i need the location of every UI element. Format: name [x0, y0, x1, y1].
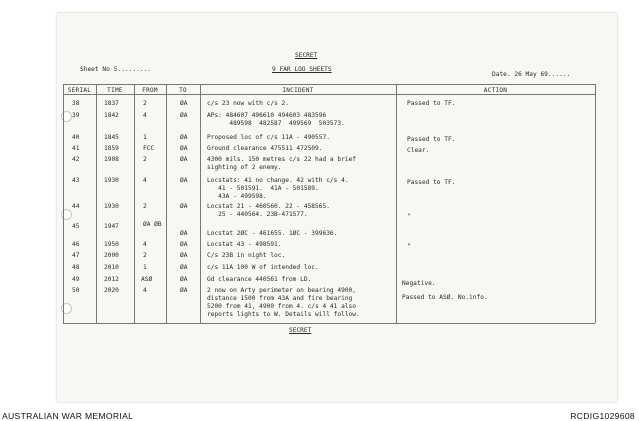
from-cell: 4	[143, 287, 147, 294]
incident-line: C/s 23B in night loc.	[207, 252, 286, 259]
date-value: 26 May 69	[514, 71, 548, 78]
to-cell: ØA	[180, 145, 188, 152]
time-cell: 1950	[104, 241, 119, 248]
from-cell: 2	[143, 252, 147, 259]
from-cell: ØA ØB	[143, 221, 162, 228]
date-label: Date	[492, 71, 507, 78]
serial-cell: 38	[72, 100, 80, 107]
col-divider	[396, 84, 397, 323]
incident-line: Gd clearance 440561 from LD.	[207, 276, 312, 283]
time-cell: 1947	[104, 223, 119, 230]
from-cell: 4	[143, 177, 147, 184]
col-divider	[595, 84, 596, 323]
sheet-number-value: 5	[113, 66, 118, 73]
from-cell: 4	[143, 241, 147, 248]
from-cell: 2	[143, 156, 147, 163]
header-action: ACTION	[483, 87, 508, 94]
incident-line: reports lights to W. Details will follow.	[207, 311, 360, 318]
incident-line: 41 - 501591. 41A - 501589.	[207, 185, 319, 192]
to-cell: ØA	[180, 276, 188, 283]
log-title: 9 FAR LOO SHEETS	[272, 66, 332, 73]
serial-cell: 50	[72, 287, 80, 294]
incident-line: Ground clearance 475511 472509.	[207, 145, 323, 152]
from-cell: 1	[143, 134, 147, 141]
header-time: TIME	[107, 87, 123, 94]
from-cell: FCC	[143, 145, 155, 152]
serial-cell: 45	[72, 223, 80, 230]
time-cell: 2012	[104, 276, 119, 283]
col-divider	[134, 84, 135, 323]
serial-cell: 49	[72, 276, 80, 283]
incident-line: 25 - 440564. 23B-471577.	[207, 211, 308, 218]
incident-line: sighting of 2 enemy.	[207, 164, 282, 171]
archive-credit: AUSTRALIAN WAR MEMORIAL	[2, 411, 134, 421]
time-cell: 1859	[104, 145, 119, 152]
col-divider	[200, 84, 201, 323]
serial-cell: 44	[72, 203, 80, 210]
incident-line: 43A - 499598.	[207, 193, 267, 200]
incident-line: APs: 484607 496610 494603 483596	[207, 112, 327, 119]
from-cell: ASØ	[141, 276, 153, 283]
serial-cell: 42	[72, 156, 80, 163]
table-header-border	[63, 94, 595, 95]
time-cell: 1930	[104, 203, 119, 210]
to-cell: ØA	[180, 100, 188, 107]
time-cell: 1845	[104, 134, 119, 141]
serial-cell: 43	[72, 177, 80, 184]
time-cell: 2020	[104, 287, 119, 294]
to-cell: ØA	[180, 287, 188, 294]
time-cell: 2000	[104, 252, 119, 259]
incident-line: c/s 11A 100 W of intended loc.	[207, 264, 319, 271]
to-cell: ØA	[180, 134, 188, 141]
col-divider	[96, 84, 97, 323]
from-cell: 4	[143, 112, 147, 119]
serial-cell: 39	[72, 112, 80, 119]
to-cell: ØA	[180, 156, 188, 163]
to-cell: ØA	[180, 177, 188, 184]
action-cell: Passed to ASØ. No.info.	[402, 294, 488, 301]
incident-line: 2 now on Arty perimeter on bearing 4900,	[207, 287, 357, 294]
sheet-label: Sheet No	[80, 66, 110, 73]
from-cell: 2	[143, 100, 147, 107]
sheet-number: Sheet No 5.........	[80, 66, 152, 73]
incident-line: Locstat 2ØC - 461655. 1ØC - 399636.	[207, 230, 338, 237]
header-from: FROM	[142, 87, 158, 94]
time-cell: 1908	[104, 156, 119, 163]
time-cell: 2010	[104, 264, 119, 271]
action-cell: "	[407, 243, 411, 250]
action-cell: "	[407, 213, 411, 220]
time-cell: 1842	[104, 112, 119, 119]
date: Date. 26 May 69......	[492, 71, 571, 78]
time-cell: 1837	[104, 100, 119, 107]
action-cell: Passed to TF.	[407, 179, 456, 186]
table-bottom-border	[63, 323, 595, 324]
to-cell: ØA	[180, 241, 188, 248]
incident-line: c/s 23 now with c/s 2.	[207, 100, 289, 107]
header-incident: INCIDENT	[282, 87, 314, 94]
to-cell: ØA	[180, 264, 188, 271]
col-divider	[166, 84, 167, 323]
action-cell: Passed to TF.	[407, 100, 456, 107]
incident-line: Locstats: 41 no change. 42 with c/s 4.	[207, 177, 349, 184]
to-cell: ØA	[180, 230, 188, 237]
to-cell: ØA	[180, 112, 188, 119]
col-divider	[63, 84, 64, 323]
to-cell: ØA	[180, 252, 188, 259]
classification-bottom: SECRET	[289, 327, 312, 334]
time-cell: 1930	[104, 177, 119, 184]
serial-cell: 46	[72, 241, 80, 248]
incident-line: Proposed loc of c/s 11A - 490557.	[207, 134, 330, 141]
to-cell: ØA	[180, 203, 188, 210]
incident-line: Locstat 21 - 460560. 22 - 458565.	[207, 203, 330, 210]
from-cell: 2	[143, 203, 147, 210]
serial-cell: 41	[72, 145, 80, 152]
action-cell: Clear.	[407, 147, 430, 154]
serial-cell: 48	[72, 264, 80, 271]
from-cell: 1	[143, 264, 147, 271]
incident-line: distance 1500 from 43A and fire bearing	[207, 295, 353, 302]
header-to: TO	[179, 87, 187, 94]
table-top-border	[63, 84, 595, 85]
header-serial: SERIAL	[67, 87, 92, 94]
classification-top: SECRET	[295, 52, 318, 59]
incident-line: 489598 482587 499569 503573.	[207, 120, 345, 127]
serial-cell: 47	[72, 252, 80, 259]
incident-line: 4300 mils. 150 metres c/s 22 had a brief	[207, 156, 357, 163]
serial-cell: 40	[72, 134, 80, 141]
incident-line: 5200 from 41, 4900 from 4. c/s 4 41 also	[207, 303, 357, 310]
archive-reference: RCDIG1029608	[570, 411, 635, 421]
action-cell: Passed to TF.	[407, 136, 456, 143]
incident-line: Locstat 43 - 498591.	[207, 241, 282, 248]
action-cell: Negative.	[402, 280, 436, 287]
